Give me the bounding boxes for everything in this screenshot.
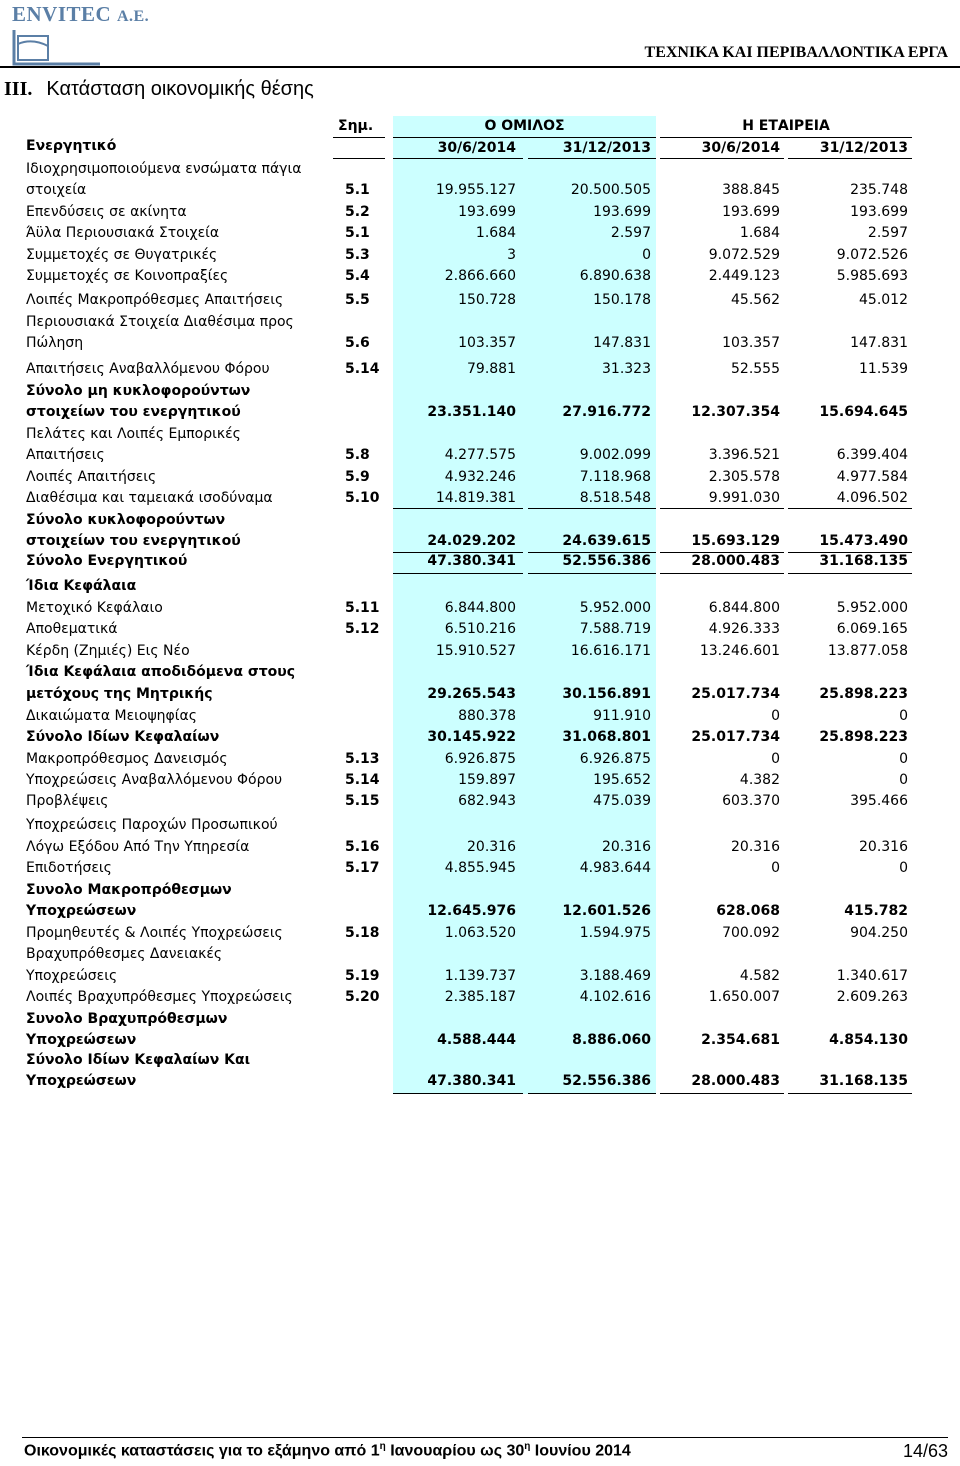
footer-text: Ιανουαρίου ως 30 (385, 1442, 525, 1460)
footer-sup: η (524, 1441, 531, 1452)
logo-name: ENVITEC (12, 2, 112, 26)
value-cell: 30.156.891 (562, 686, 651, 702)
row-label: Υποχρεώσεων (26, 903, 137, 919)
row-note: 5.6 (345, 335, 370, 351)
table-row (0, 837, 960, 858)
date-header: 31/12/2013 (819, 140, 908, 156)
row-note: 5.9 (345, 469, 370, 485)
row-label: Υποχρεώσεις Αναβαλλόμενου Φόρου (26, 772, 283, 788)
footer-text: Οικονομικές καταστάσεις για το εξάμηνο από 1 (24, 1442, 380, 1460)
value-cell: 20.316 (731, 839, 780, 855)
row-note: 5.13 (345, 751, 380, 767)
table-row (0, 402, 960, 423)
row-label: Άϋλα Περιουσιακά Στοιχεία (26, 225, 220, 241)
table-rule (660, 573, 784, 574)
value-cell: 4.926.333 (708, 621, 780, 637)
table-rule (660, 158, 784, 159)
value-cell: 24.639.615 (562, 533, 651, 549)
value-cell: 20.316 (467, 839, 516, 855)
table-rule (660, 508, 784, 509)
value-cell: 4.277.575 (444, 447, 516, 463)
table-rule (788, 573, 912, 574)
value-cell: 29.265.543 (427, 686, 516, 702)
row-label: Διαθέσιμα και ταμειακά ισοδύναμα (26, 490, 273, 506)
table-row (0, 551, 960, 572)
table-row (0, 1030, 960, 1051)
value-cell: 31.323 (602, 361, 651, 377)
value-cell: 6.510.216 (444, 621, 516, 637)
value-cell: 31.168.135 (819, 1073, 908, 1089)
value-cell: 27.916.772 (562, 404, 651, 420)
table-rule (660, 552, 784, 553)
table-rule (393, 158, 523, 159)
value-cell: 1.139.737 (444, 968, 516, 984)
value-cell: 31.068.801 (562, 729, 651, 745)
row-label: Προμηθευτές & Λοιπές Υποχρεώσεις (26, 925, 283, 941)
row-label: Επιδοτήσεις (26, 860, 112, 876)
table-row (0, 202, 960, 223)
value-cell: 3 (507, 247, 516, 263)
value-cell: 2.597 (610, 225, 651, 241)
value-cell: 2.449.123 (708, 268, 780, 284)
value-cell: 20.500.505 (570, 182, 651, 198)
row-label: Λοιπές Μακροπρόθεσμες Απαιτήσεις (26, 292, 284, 308)
row-label: στοιχείων του ενεργητικού (26, 533, 241, 549)
row-label: Απαιτήσεις (26, 447, 105, 463)
row-label: Υποχρεώσεις Παροχών Προσωπικού (26, 817, 278, 833)
row-label: Ίδια Κεφάλαια (26, 578, 137, 594)
row-label: Σύνολο Ιδίων Κεφαλαίων (26, 729, 220, 745)
row-label: Υποχρεώσεων (26, 1032, 137, 1048)
value-cell: 20.316 (602, 839, 651, 855)
assets-heading: Ενεργητικό (26, 138, 117, 154)
table-row (0, 791, 960, 812)
row-label: Μακροπρόθεσμος Δανεισμός (26, 751, 228, 767)
company-logo (12, 2, 149, 27)
row-label: Λοιπές Βραχυπρόθεσμες Υποχρεώσεις (26, 989, 293, 1005)
page-number: 14/63 (902, 1441, 948, 1461)
table-row (0, 662, 960, 683)
table-row (0, 510, 960, 531)
header-title: ΤΕΧΝΙΚΑ ΚΑΙ ΠΕΡΙΒΑΛΛΟΝΤΙΚΑ ΕΡΓΑ (644, 44, 948, 61)
value-cell: 415.782 (844, 903, 908, 919)
value-cell: 193.699 (593, 204, 651, 220)
row-label: στοιχείων του ενεργητικού (26, 404, 241, 420)
value-cell: 2.597 (867, 225, 908, 241)
value-cell: 4.854.130 (829, 1032, 908, 1048)
row-note: 5.20 (345, 989, 380, 1005)
value-cell: 2.866.660 (444, 268, 516, 284)
table-row (0, 359, 960, 380)
value-cell: 15.473.490 (819, 533, 908, 549)
date-header: 31/12/2013 (562, 140, 651, 156)
value-cell: 904.250 (850, 925, 908, 941)
group-header: Ο ΟΜΙΛΟΣ (484, 118, 565, 134)
value-cell: 103.357 (458, 335, 516, 351)
value-cell: 45.012 (859, 292, 908, 308)
row-note: 5.18 (345, 925, 380, 941)
value-cell: 0 (642, 247, 651, 263)
value-cell: 150.178 (593, 292, 651, 308)
value-cell: 8.886.060 (572, 1032, 651, 1048)
value-cell: 52.556.386 (562, 553, 651, 569)
row-note: 5.1 (345, 182, 370, 198)
row-note: 5.14 (345, 772, 380, 788)
table-row (0, 488, 960, 509)
date-header: 30/6/2014 (437, 140, 516, 156)
row-label: Κέρδη (Ζημιές) Εις Νέο (26, 643, 190, 659)
table-row (0, 706, 960, 727)
value-cell: 15.693.129 (691, 533, 780, 549)
row-label: Αποθεματικά (26, 621, 118, 637)
value-cell: 0 (771, 751, 780, 767)
row-label: Σύνολο μη κυκλοφορούντων (26, 383, 251, 399)
value-cell: 147.831 (850, 335, 908, 351)
row-note: 5.19 (345, 968, 380, 984)
value-cell: 5.952.000 (836, 600, 908, 616)
value-cell: 0 (899, 860, 908, 876)
value-cell: 5.985.693 (836, 268, 908, 284)
value-cell: 700.092 (722, 925, 780, 941)
value-cell: 2.385.187 (444, 989, 516, 1005)
value-cell: 2.354.681 (701, 1032, 780, 1048)
value-cell: 193.699 (850, 204, 908, 220)
table-rule (393, 508, 523, 509)
row-label: Προβλέψεις (26, 793, 109, 809)
table-row (0, 159, 960, 180)
value-cell: 12.601.526 (562, 903, 651, 919)
value-cell: 0 (771, 860, 780, 876)
row-label: Μετοχικό Κεφάλαιο (26, 600, 163, 616)
table-row (0, 901, 960, 922)
value-cell: 0 (771, 708, 780, 724)
table-rule (528, 1093, 656, 1094)
table-row (0, 381, 960, 402)
value-cell: 6.844.800 (444, 600, 516, 616)
table-row (0, 749, 960, 770)
table-row (0, 815, 960, 836)
value-cell: 0 (899, 772, 908, 788)
value-cell: 147.831 (593, 335, 651, 351)
date-header: 30/6/2014 (701, 140, 780, 156)
row-label: Πελάτες και Λοιπές Εμπορικές (26, 426, 241, 442)
table-row (0, 290, 960, 311)
footer-divider (22, 1437, 948, 1438)
value-cell: 6.844.800 (708, 600, 780, 616)
value-cell: 28.000.483 (691, 1073, 780, 1089)
table-row (0, 576, 960, 597)
value-cell: 25.017.734 (691, 686, 780, 702)
row-label: Απαιτήσεις Αναβαλλόμενου Φόρου (26, 361, 270, 377)
table-rule (393, 552, 523, 553)
table-row (0, 266, 960, 287)
value-cell: 4.977.584 (836, 469, 908, 485)
row-label: στοιχεία (26, 182, 87, 198)
value-cell: 911.910 (593, 708, 651, 724)
value-cell: 13.246.601 (699, 643, 780, 659)
value-cell: 4.588.444 (437, 1032, 516, 1048)
value-cell: 4.096.502 (836, 490, 908, 506)
table-rule (660, 137, 912, 138)
row-label: Υποχρεώσεις (26, 968, 118, 984)
table-row (0, 598, 960, 619)
value-cell: 52.556.386 (562, 1073, 651, 1089)
row-note: 5.17 (345, 860, 380, 876)
row-note: 5.4 (345, 268, 370, 284)
row-label: Λόγω Εξόδου Από Την Υπηρεσία (26, 839, 250, 855)
table-row (0, 923, 960, 944)
value-cell: 150.728 (458, 292, 516, 308)
table-row (0, 858, 960, 879)
value-cell: 1.684 (739, 225, 780, 241)
value-cell: 603.370 (722, 793, 780, 809)
footer-sup: η (379, 1441, 386, 1452)
logo-suffix: Α.Ε. (116, 8, 150, 25)
value-cell: 9.072.529 (708, 247, 780, 263)
value-cell: 9.072.526 (836, 247, 908, 263)
value-cell: 2.305.578 (708, 469, 780, 485)
table-rule (333, 137, 385, 138)
table-row (0, 880, 960, 901)
table-rule (528, 552, 656, 553)
table-rule (528, 573, 656, 574)
value-cell: 25.898.223 (819, 729, 908, 745)
table-rule (393, 573, 523, 574)
row-note: 5.2 (345, 204, 370, 220)
value-cell: 9.002.099 (579, 447, 651, 463)
section-heading: Κατάσταση οικονομικής θέσης (46, 78, 314, 100)
row-note: 5.16 (345, 839, 380, 855)
logo-mark-icon (12, 24, 102, 68)
value-cell: 52.555 (731, 361, 780, 377)
table-row (0, 531, 960, 552)
row-label: Ίδια Κεφάλαια αποδιδόμενα στους (26, 664, 296, 680)
table-rule (788, 552, 912, 553)
row-label: Βραχυπρόθεσμες Δανειακές (26, 946, 223, 962)
value-cell: 388.845 (722, 182, 780, 198)
value-cell: 159.897 (458, 772, 516, 788)
value-cell: 3.396.521 (708, 447, 780, 463)
row-label: Δικαιώματα Μειοψηφίας (26, 708, 197, 724)
table-rule (788, 158, 912, 159)
value-cell: 7.118.968 (579, 469, 651, 485)
value-cell: 15.694.645 (819, 404, 908, 420)
table-rule (393, 1093, 523, 1094)
value-cell: 23.351.140 (427, 404, 516, 420)
value-cell: 6.399.404 (836, 447, 908, 463)
row-label: Περιουσιακά Στοιχεία Διαθέσιμα προς (26, 314, 294, 330)
footer-text: Ιουνίου 2014 (530, 1442, 631, 1460)
row-label: Σύνολο Ιδίων Κεφαλαίων Και (26, 1052, 251, 1068)
table-row (0, 1009, 960, 1030)
value-cell: 1.684 (475, 225, 516, 241)
row-note: 5.8 (345, 447, 370, 463)
value-cell: 682.943 (458, 793, 516, 809)
table-rule (660, 1093, 784, 1094)
table-row (0, 684, 960, 705)
table-row (0, 245, 960, 266)
value-cell: 4.102.616 (579, 989, 651, 1005)
row-label: Επενδύσεις σε ακίνητα (26, 204, 187, 220)
row-label: Συνολο Μακροπρόθεσμων (26, 882, 232, 898)
row-note: 5.14 (345, 361, 380, 377)
value-cell: 11.539 (859, 361, 908, 377)
value-cell: 16.616.171 (570, 643, 651, 659)
note-header: Σημ. (338, 118, 374, 134)
row-label: Συνολο Βραχυπρόθεσμων (26, 1011, 228, 1027)
row-label: Ιδιοχρησιμοποιούμενα ενσώματα πάγια (26, 161, 302, 177)
table-row (0, 727, 960, 748)
row-label: μετόχους της Μητρικής (26, 686, 213, 702)
row-label: Σύνολο Ενεργητικού (26, 553, 188, 569)
row-note: 5.12 (345, 621, 380, 637)
value-cell: 8.518.548 (579, 490, 651, 506)
row-label: Συμμετοχές σε Κοινοπραξίες (26, 268, 229, 284)
row-note: 5.1 (345, 225, 370, 241)
value-cell: 6.890.638 (579, 268, 651, 284)
table-row (0, 1071, 960, 1092)
value-cell: 79.881 (467, 361, 516, 377)
value-cell: 2.609.263 (836, 989, 908, 1005)
row-note: 5.10 (345, 490, 380, 506)
value-cell: 6.926.875 (579, 751, 651, 767)
table-row (0, 987, 960, 1008)
table-row (0, 445, 960, 466)
table-row (0, 312, 960, 333)
section-number: III. (4, 78, 33, 100)
value-cell: 15.910.527 (435, 643, 516, 659)
value-cell: 13.877.058 (827, 643, 908, 659)
value-cell: 24.029.202 (427, 533, 516, 549)
value-cell: 6.926.875 (444, 751, 516, 767)
value-cell: 4.983.644 (579, 860, 651, 876)
value-cell: 1.340.617 (836, 968, 908, 984)
table-rule (333, 158, 385, 159)
value-cell: 395.466 (850, 793, 908, 809)
section-title (4, 78, 314, 101)
row-note: 5.15 (345, 793, 380, 809)
value-cell: 47.380.341 (427, 1073, 516, 1089)
value-cell: 9.991.030 (708, 490, 780, 506)
value-cell: 193.699 (458, 204, 516, 220)
value-cell: 1.594.975 (579, 925, 651, 941)
footer-caption (24, 1441, 631, 1460)
value-cell: 475.039 (593, 793, 651, 809)
value-cell: 6.069.165 (836, 621, 908, 637)
row-label: Πώληση (26, 335, 84, 351)
value-cell: 0 (899, 751, 908, 767)
value-cell: 14.819.381 (435, 490, 516, 506)
value-cell: 880.378 (458, 708, 516, 724)
header-divider (0, 66, 960, 68)
value-cell: 19.955.127 (435, 182, 516, 198)
table-rule (528, 158, 656, 159)
value-cell: 30.145.922 (427, 729, 516, 745)
table-rule (528, 508, 656, 509)
table-row (0, 1050, 960, 1071)
value-cell: 31.168.135 (819, 553, 908, 569)
row-note: 5.11 (345, 600, 380, 616)
value-cell: 28.000.483 (691, 553, 780, 569)
value-cell: 25.017.734 (691, 729, 780, 745)
value-cell: 235.748 (850, 182, 908, 198)
value-cell: 5.952.000 (579, 600, 651, 616)
table-rule (393, 137, 656, 138)
value-cell: 45.562 (731, 292, 780, 308)
row-note: 5.5 (345, 292, 370, 308)
value-cell: 193.699 (722, 204, 780, 220)
value-cell: 0 (899, 708, 908, 724)
value-cell: 628.068 (716, 903, 780, 919)
company-header: Η ΕΤΑΙΡΕΙΑ (742, 118, 830, 134)
table-row (0, 966, 960, 987)
table-row (0, 180, 960, 201)
table-rule (788, 508, 912, 509)
value-cell: 4.932.246 (444, 469, 516, 485)
value-cell: 47.380.341 (427, 553, 516, 569)
value-cell: 4.582 (739, 968, 780, 984)
value-cell: 103.357 (722, 335, 780, 351)
value-cell: 12.645.976 (427, 903, 516, 919)
table-row (0, 619, 960, 640)
table-row (0, 223, 960, 244)
value-cell: 7.588.719 (579, 621, 651, 637)
row-note: 5.3 (345, 247, 370, 263)
value-cell: 1.063.520 (444, 925, 516, 941)
table-row (0, 467, 960, 488)
value-cell: 20.316 (859, 839, 908, 855)
value-cell: 4.855.945 (444, 860, 516, 876)
value-cell: 4.382 (739, 772, 780, 788)
value-cell: 3.188.469 (579, 968, 651, 984)
value-cell: 195.652 (593, 772, 651, 788)
row-label: Συμμετοχές σε Θυγατρικές (26, 247, 218, 263)
row-label: Λοιπές Απαιτήσεις (26, 469, 157, 485)
row-label: Υποχρεώσεων (26, 1073, 137, 1089)
value-cell: 1.650.007 (708, 989, 780, 1005)
table-row (0, 333, 960, 354)
value-cell: 25.898.223 (819, 686, 908, 702)
value-cell: 12.307.354 (691, 404, 780, 420)
table-row (0, 424, 960, 445)
table-rule (788, 1093, 912, 1094)
table-row (0, 944, 960, 965)
table-row (0, 770, 960, 791)
table-row (0, 641, 960, 662)
row-label: Σύνολο κυκλοφορούντων (26, 512, 226, 528)
